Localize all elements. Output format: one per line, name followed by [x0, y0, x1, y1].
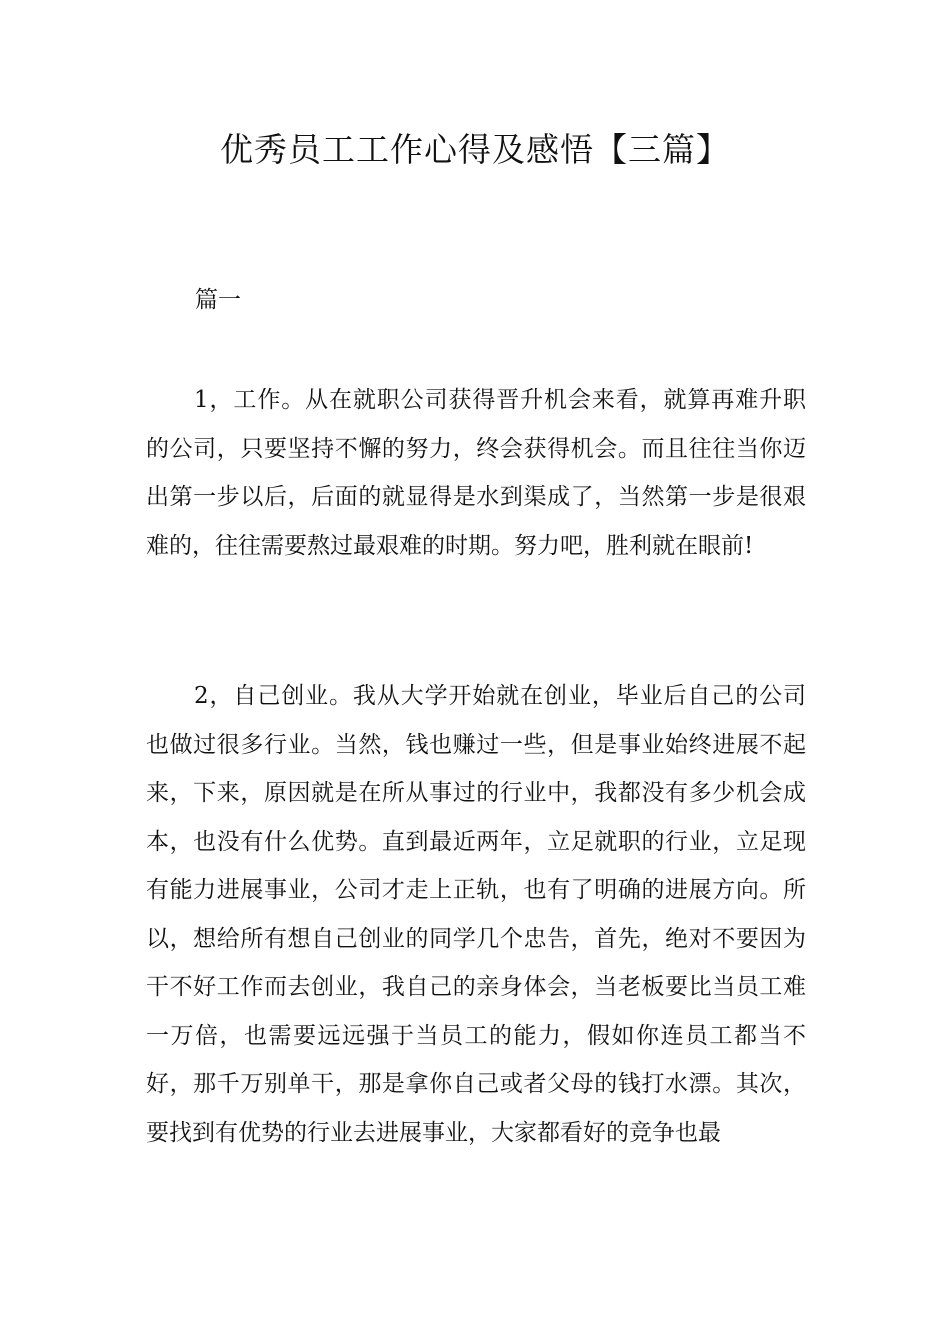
section-label: 篇一: [195, 287, 241, 313]
document-title: 优秀员工工作心得及感悟【三篇】: [220, 130, 730, 169]
paragraph-1: 1，工作。从在就职公司获得晋升机会来看，就算再难升职的公司，只要坚持不懈的努力，终会获得机会。而且往往当你迈出第一步以后，后面的就显得是水到渠成了，当然第一步是很艰难的，往往需要熬过最艰难的时期。努力吧，胜利就在眼前!: [146, 387, 806, 559]
paragraph-2: 2，自己创业。我从大学开始就在创业，毕业后自己的公司也做过很多行业。当然，钱也赚过一些，但是事业始终进展不起来，下来，原因就是在所从事过的行业中，我都没有多少机会成本，也没有什么优势。直到最近两年，立足就职的行业，立足现有能力进展事业，公司才走上正轨，也有了明确的进展方向。所以，想给所有想自己创业的同学几个忠告，首先，绝对不要因为干不好工作而去创业，我自己的亲身体会，当老板要比当员工难一万倍，也需要远远强于当员工的能力，假如你连员工都当不好，那千万别单干，那是拿你自己或者父母的钱打水漂。其次，要找到有优势的行业去进展事业，大家都看好的竞争也最: [146, 683, 806, 1146]
